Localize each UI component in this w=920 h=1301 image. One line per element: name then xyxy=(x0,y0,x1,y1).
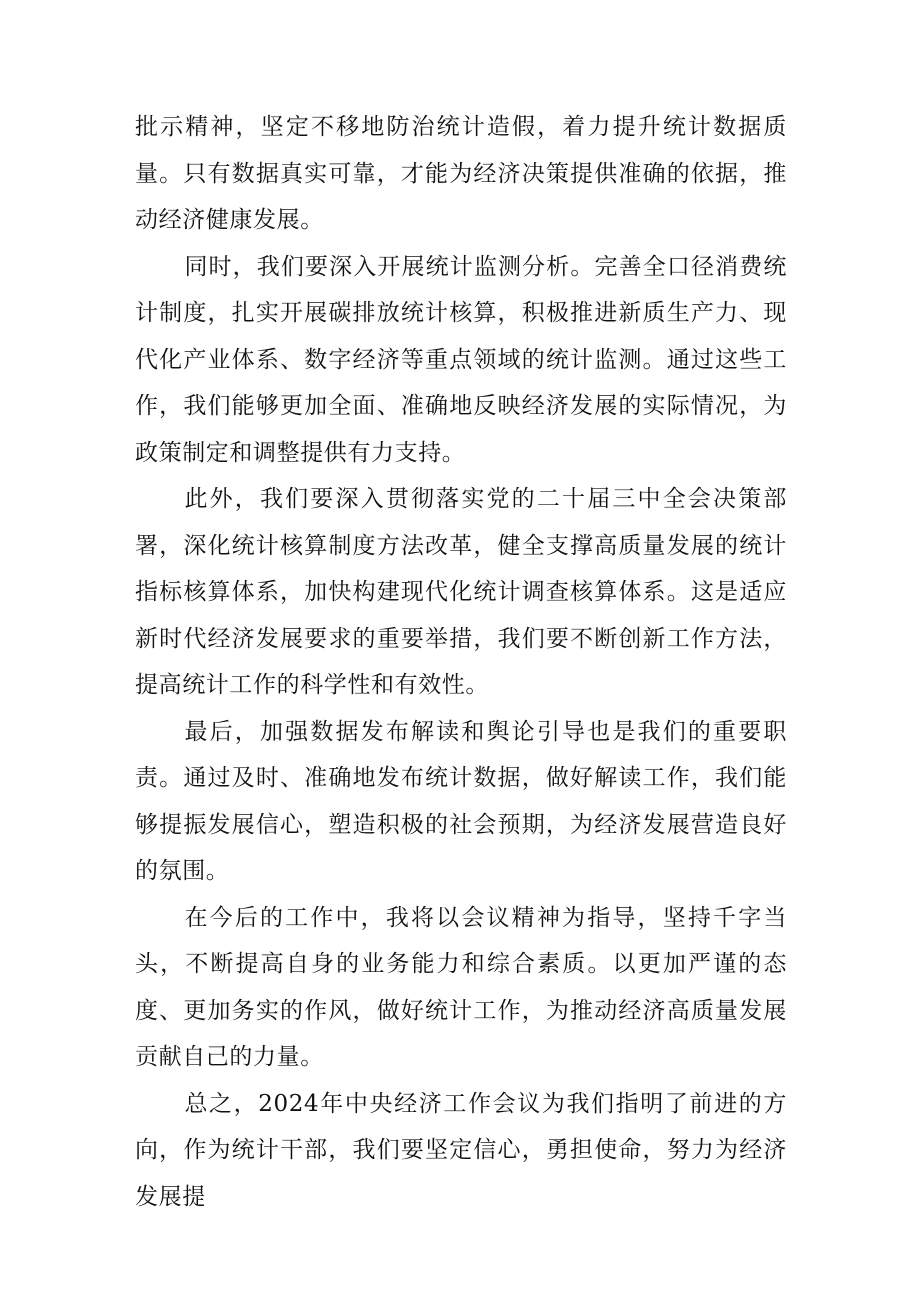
document-body xyxy=(135,104,787,1220)
paragraph-5: 在今后的工作中，我将以会议精神为指导，坚持千字当头，不断提高自身的业务能力和综合素质。以更加严谨的态度、更加务实的作风，做好统计工作，为推动经济高质量发展贡献自己的力量。 xyxy=(135,904,787,1070)
paragraph-2: 同时，我们要深入开展统计监测分析。完善全口径消费统计制度，扎实开展碳排放统计核算，积极推进新质生产力、现代化产业体系、数字经济等重点领域的统计监测。通过这些工作，我们能够更加全面、准确地反映经济发展的实际情况，为政策制定和调整提供有力支持。 xyxy=(135,253,787,466)
paragraph-6: 总之，2024年中央经济工作会议为我们指明了前进的方向，作为统计干部，我们要坚定信心，勇担使命，努力为经济发展提 xyxy=(135,1090,787,1210)
paragraph-3: 此外，我们要深入贯彻落实党的二十届三中全会决策部署，深化统计核算制度方法改革，健全支撑高质量发展的统计指标核算体系，加快构建现代化统计调查核算体系。这是适应新时代经济发展要求的重要举措，我们要不断创新工作方法，提高统计工作的科学性和有效性。 xyxy=(135,486,787,698)
paragraph-1: 批示精神，坚定不移地防治统计造假，着力提升统计数据质量。只有数据真实可靠，才能为经济决策提供准确的依据，推动经济健康发展。 xyxy=(135,114,787,233)
paragraph-4: 最后，加强数据发布解读和舆论引导也是我们的重要职责。通过及时、准确地发布统计数据，做好解读工作，我们能够提振发展信心，塑造积极的社会预期，为经济发展营造良好的氛围。 xyxy=(135,718,787,884)
